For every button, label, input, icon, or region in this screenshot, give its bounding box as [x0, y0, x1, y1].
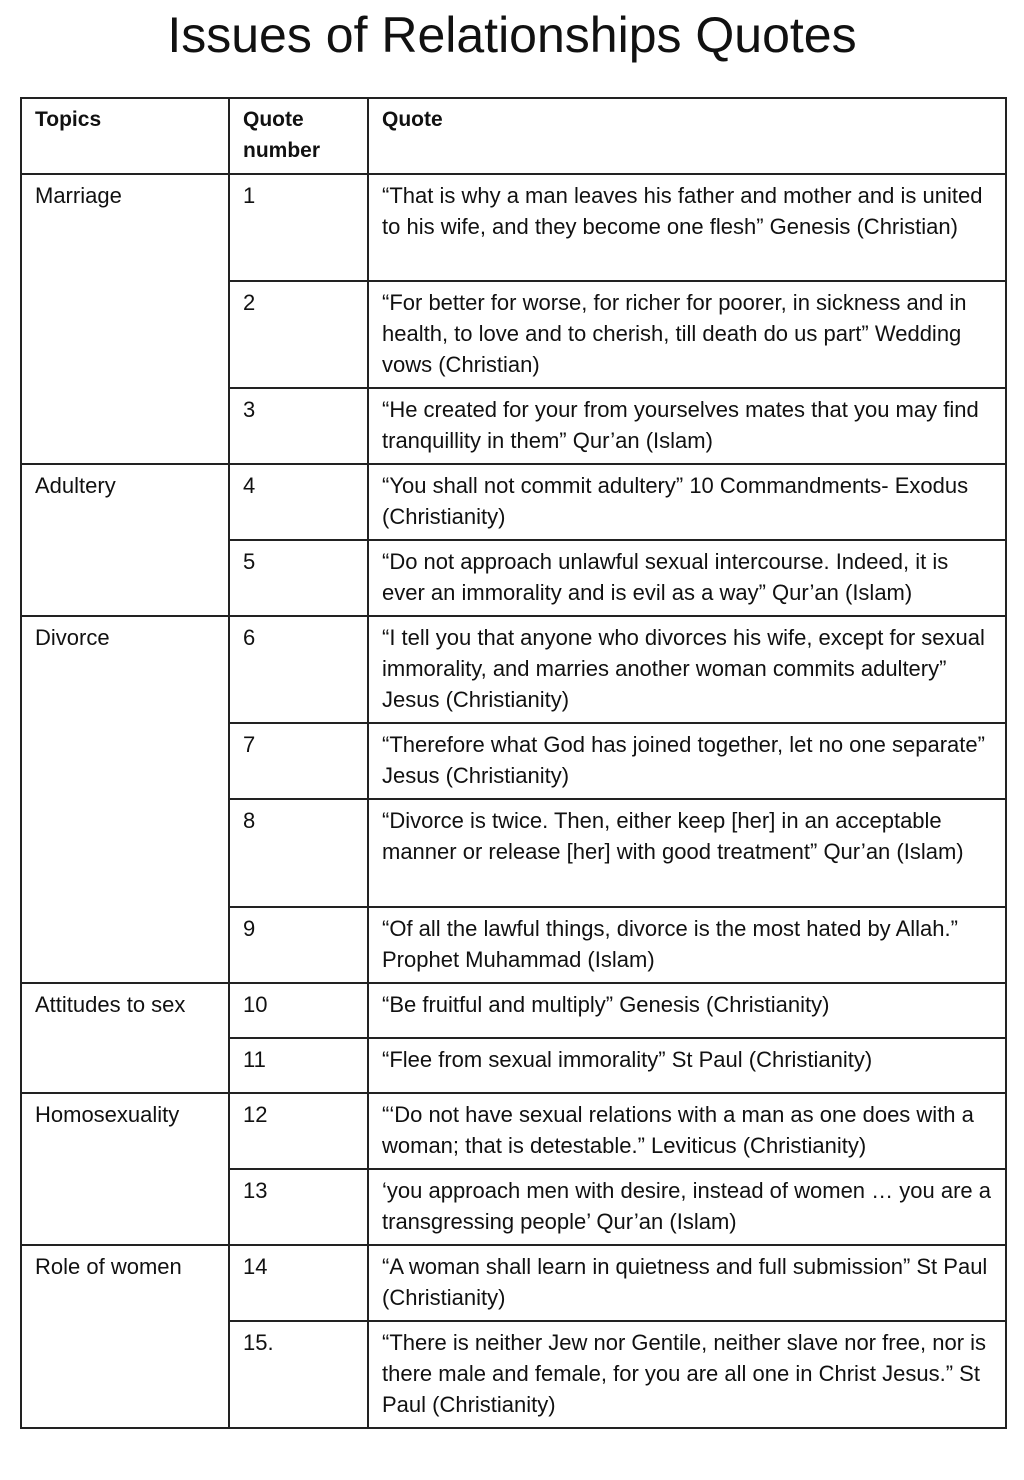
quote-number-cell: 11	[229, 1038, 368, 1093]
quote-number-cell: 4	[229, 464, 368, 540]
quote-text-cell: “There is neither Jew nor Gentile, neither slave nor free, nor is there male and female, for you are all one in Christ Jesus.” St Paul (Christianity)	[368, 1321, 1006, 1428]
quote-text-cell: “Divorce is twice. Then, either keep [her] in an acceptable manner or release [her] with good treatment” Qur’an (Islam)	[368, 799, 1006, 906]
topic-cell-adultery: Adultery	[21, 464, 229, 616]
quote-text-cell: “Do not approach unlawful sexual intercourse. Indeed, it is ever an immorality and is evil as a way” Qur’an (Islam)	[368, 540, 1006, 616]
quote-text-cell: “For better for worse, for richer for poorer, in sickness and in health, to love and to cherish, till death do us part” Wedding vows (Christian)	[368, 281, 1006, 388]
quote-text-cell: “Of all the lawful things, divorce is the most hated by Allah.” Prophet Muhammad (Islam)	[368, 907, 1006, 983]
quote-number-cell: 13	[229, 1169, 368, 1245]
quotes-table	[20, 97, 1007, 1429]
table-row	[21, 174, 1006, 281]
quote-text-cell: “He created for your from yourselves mates that you may find tranquillity in them” Qur’an (Islam)	[368, 388, 1006, 464]
quote-number-cell: 3	[229, 388, 368, 464]
quote-text-cell: “I tell you that anyone who divorces his wife, except for sexual immorality, and marries another woman commits adultery” Jesus (Christianity)	[368, 616, 1006, 723]
table-row	[21, 1093, 1006, 1169]
table-row	[21, 1245, 1006, 1321]
quote-text-cell: “Be fruitful and multiply” Genesis (Christianity)	[368, 983, 1006, 1038]
table-row	[21, 983, 1006, 1038]
header-quote: Quote	[368, 98, 1006, 174]
quote-text-cell: “Therefore what God has joined together, let no one separate” Jesus (Christianity)	[368, 723, 1006, 799]
topic-cell-homosexuality: Homosexuality	[21, 1093, 229, 1245]
quote-text-cell: “That is why a man leaves his father and mother and is united to his wife, and they become one flesh” Genesis (Christian)	[368, 174, 1006, 281]
quote-number-cell: 15.	[229, 1321, 368, 1428]
quote-text-cell: “Flee from sexual immorality” St Paul (Christianity)	[368, 1038, 1006, 1093]
quote-text-cell: “A woman shall learn in quietness and full submission” St Paul (Christianity)	[368, 1245, 1006, 1321]
quote-number-cell: 2	[229, 281, 368, 388]
quote-text-cell: ‘you approach men with desire, instead of women … you are a transgressing people’ Qur’an (Islam)	[368, 1169, 1006, 1245]
topic-cell-role-of-women: Role of women	[21, 1245, 229, 1428]
header-quote-number: Quote number	[229, 98, 368, 174]
quote-number-cell: 6	[229, 616, 368, 723]
quote-number-cell: 8	[229, 799, 368, 906]
quote-number-cell: 12	[229, 1093, 368, 1169]
topic-cell-divorce: Divorce	[21, 616, 229, 982]
table-row	[21, 616, 1006, 723]
topic-cell-marriage: Marriage	[21, 174, 229, 464]
table-row	[21, 464, 1006, 540]
topic-cell-attitudes-to-sex: Attitudes to sex	[21, 983, 229, 1093]
quote-number-cell: 1	[229, 174, 368, 281]
header-topics: Topics	[21, 98, 229, 174]
quote-number-cell: 14	[229, 1245, 368, 1321]
quote-text-cell: “You shall not commit adultery” 10 Commandments- Exodus (Christianity)	[368, 464, 1006, 540]
quote-number-cell: 7	[229, 723, 368, 799]
quote-text-cell: “‘Do not have sexual relations with a man as one does with a woman; that is detestable.” Leviticus (Christianity)	[368, 1093, 1006, 1169]
quote-number-cell: 10	[229, 983, 368, 1038]
page-title: Issues of Relationships Quotes	[167, 7, 857, 63]
quote-number-cell: 5	[229, 540, 368, 616]
table-header-row	[21, 98, 1006, 174]
quote-number-cell: 9	[229, 907, 368, 983]
